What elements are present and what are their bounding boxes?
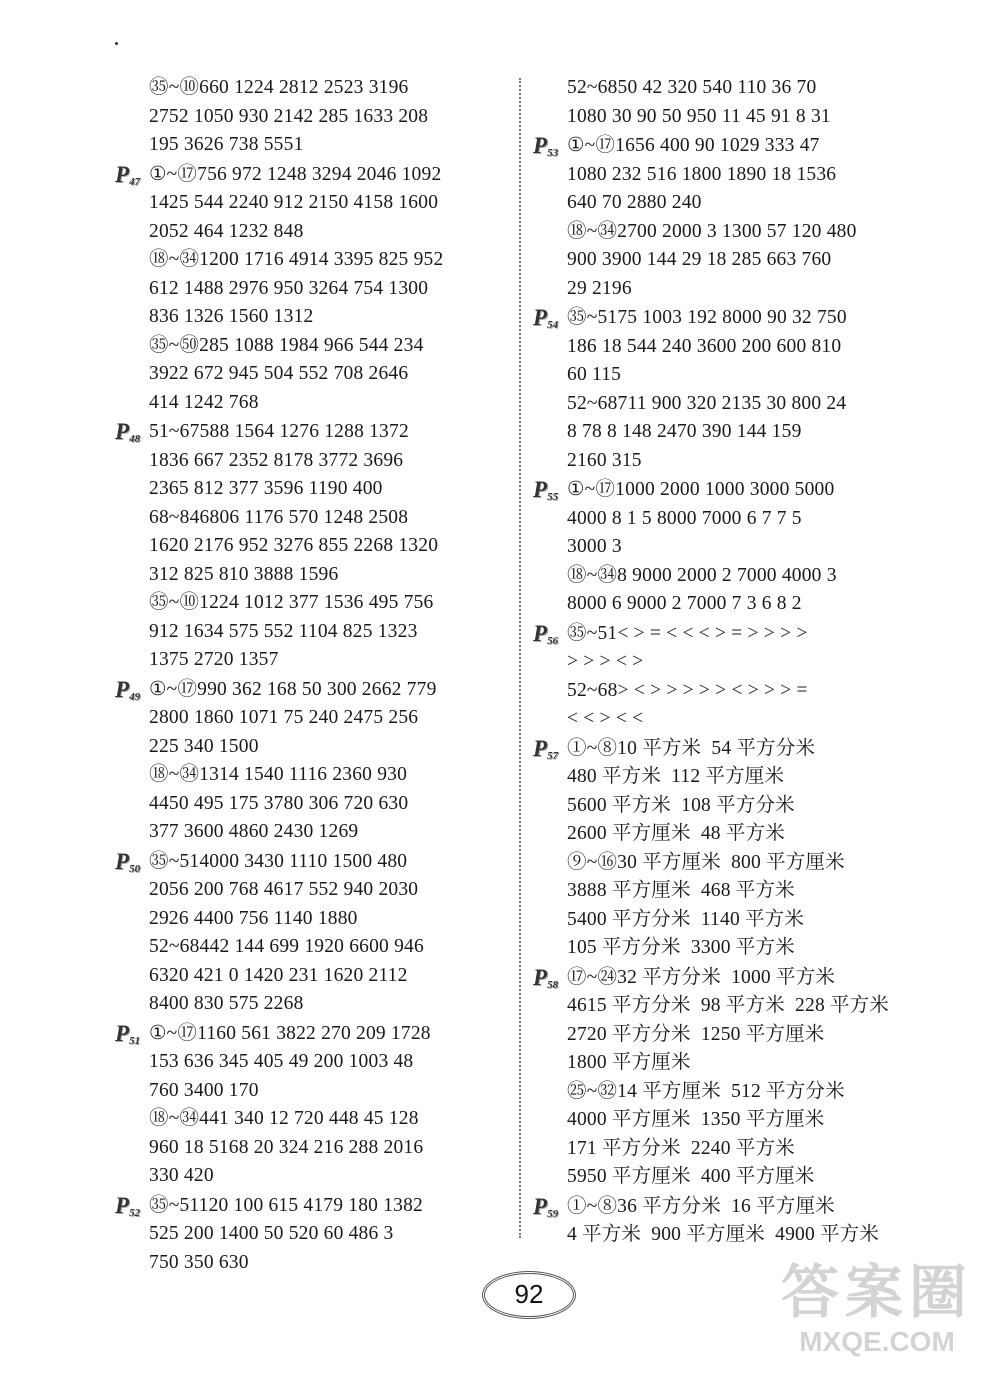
answer-line: ①~⑰756 972 1248 3294 2046 1092 [149,163,442,185]
answer-line: 52~68> < > > > > > < > > > = [567,679,808,701]
answer-section [115,848,510,1019]
answer-line: ㉟~5175 1003 192 8000 90 32 750 [567,307,847,328]
answer-line: ⑱~㉞1314 1540 1116 2360 930 [149,764,408,785]
answer-line: 760 3400 170 [149,1079,259,1101]
page-label: $P_{59}$ [533,1193,559,1220]
answer-line: ㉟~51120 100 615 4179 180 1382 [149,1194,424,1216]
answer-section [533,1193,933,1250]
answer-line: 2600 平方厘米 48 平方米 [567,823,785,844]
stray-dot [115,42,118,45]
answer-line: 414 1242 768 [149,391,259,413]
answer-line: 5600 平方米 108 平方分米 [567,794,795,816]
answer-lines [567,1193,933,1250]
page-label-number: 54 [547,319,559,331]
answer-lines [567,74,933,131]
answer-line: 2160 315 [567,449,642,471]
answer-line: 51~67588 1564 1276 1288 1372 [149,421,409,442]
page-label: $P_{58}$ [533,964,559,991]
answer-line: 153 636 345 405 49 200 1003 48 [149,1051,414,1072]
answer-line: 640 70 2880 240 [567,192,702,213]
answer-section [115,418,510,675]
answer-line: 330 420 [149,1165,214,1186]
answer-line: 52~68711 900 320 2135 30 800 24 [567,392,847,414]
answer-line: ⑱~㉞441 340 12 720 448 45 128 [149,1108,419,1129]
answer-line: 6320 421 0 1420 231 1620 2112 [149,964,408,986]
answer-line: 2752 1050 930 2142 285 1633 208 [149,105,429,127]
page-label: $P_{47}$ [115,161,141,188]
answer-section [533,132,933,303]
answer-line: ㉟~⑩660 1224 2812 2523 3196 [149,77,409,98]
page-label: $P_{57}$ [533,735,559,762]
answer-lines [149,74,510,160]
answer-line: 912 1634 575 552 1104 825 1323 [149,620,418,642]
answer-line: 68~846806 1176 570 1248 2508 [149,506,409,528]
page-label-number: 52 [129,1206,141,1219]
column-divider [519,78,521,1238]
page-label-number: 50 [129,862,141,875]
answer-line: 525 200 1400 50 520 60 486 3 [149,1223,394,1244]
answer-lines [149,848,510,1019]
answer-line: 29 2196 [567,277,632,299]
answer-lines [567,620,933,734]
answer-line: ①~⑰1000 2000 1000 3000 5000 [567,479,835,500]
answer-line: 4 平方米 900 平方厘米 4900 平方米 [567,1224,880,1245]
answer-lines [149,1020,510,1191]
page-label: $P_{52}$ [115,1192,141,1219]
answer-line: 105 平方分米 3300 平方米 [567,937,795,958]
answer-line: ㉟~⑩1224 1012 377 1536 495 756 [149,592,434,613]
answer-line: ①~⑧10 平方米 54 平方分米 [567,737,816,759]
answer-line: ㉕~㉜14 平方厘米 512 平方分米 [567,1080,845,1102]
answer-section [115,676,510,847]
answer-line: 1800 平方厘米 [567,1052,691,1073]
answer-line: 195 3626 738 5551 [149,134,304,155]
answer-line: 5950 平方厘米 400 平方厘米 [567,1166,815,1187]
answer-line: ⑨~⑯30 平方厘米 800 平方厘米 [567,851,845,873]
page-label-number: 51 [129,1034,141,1047]
answer-line: ㉟~514000 3430 1110 1500 480 [149,850,408,872]
answer-line: ⑰~㉔32 平方分米 1000 平方米 [567,966,836,988]
answer-section [115,161,510,418]
answer-line: > > > < > [567,651,644,672]
answer-line: 4615 平方分米 98 平方米 228 平方米 [567,995,890,1016]
answer-lines [567,304,933,475]
answer-line: 3888 平方厘米 468 平方米 [567,880,795,901]
answer-line: 1375 2720 1357 [149,649,279,670]
answer-line: ⑱~㉞8 9000 2000 2 7000 4000 3 [567,564,837,586]
answer-line: 750 350 630 [149,1251,249,1273]
answer-line: 612 1488 2976 950 3264 754 1300 [149,277,429,299]
answer-line: 8000 6 9000 2 7000 7 3 6 8 2 [567,593,802,614]
left-answer-column [115,74,510,1278]
answer-line: 1836 667 2352 8178 3772 3696 [149,449,404,471]
answer-line: 4000 8 1 5 8000 7000 6 7 7 5 [567,507,802,529]
answer-line: 900 3900 144 29 18 285 663 760 [567,249,832,270]
answer-line: 312 825 810 3888 1596 [149,563,339,585]
answer-line: 8 78 8 148 2470 390 144 159 [567,421,802,442]
answer-line: ①~⑰1160 561 3822 270 209 1728 [149,1022,431,1044]
answer-line: ①~⑧36 平方分米 16 平方厘米 [567,1195,835,1217]
answer-line: 1080 232 516 1800 1890 18 1536 [567,163,837,185]
answer-line: 225 340 1500 [149,735,259,757]
answer-line: 2056 200 768 4617 552 940 2030 [149,879,419,900]
answer-line: ㉟~51< > = < < < > = > > > > [567,622,808,644]
answer-lines [567,132,933,303]
answer-line: 186 18 544 240 3600 200 600 810 [567,335,842,357]
answer-line: 3922 672 945 504 552 708 2646 [149,363,409,384]
answer-line: 836 1326 1560 1312 [149,306,314,327]
answer-line: 52~68442 144 699 1920 6600 946 [149,936,424,957]
answer-line: 2365 812 377 3596 1190 400 [149,478,383,499]
page-label: $P_{50}$ [115,848,141,875]
answer-line: 52~6850 42 320 540 110 36 70 [567,77,817,98]
answer-line: 1425 544 2240 912 2150 4158 1600 [149,192,439,213]
answer-section [533,735,933,963]
answer-line: 2800 1860 1071 75 240 2475 256 [149,707,419,728]
watermark-url: MXQE.COM [799,1326,955,1357]
answer-line: 2720 平方分米 1250 平方厘米 [567,1023,825,1045]
answer-line: 1620 2176 952 3276 855 2268 1320 [149,535,439,556]
answer-section [533,620,933,734]
answer-line: 2052 464 1232 848 [149,220,304,242]
answer-lines [567,964,933,1192]
answer-line: 480 平方米 112 平方厘米 [567,766,785,787]
answer-line: 4000 平方厘米 1350 平方厘米 [567,1109,825,1130]
page-label: $P_{54}$ [533,305,559,331]
answer-line: ①~⑰990 362 168 50 300 2662 779 [149,678,437,700]
page-label: $P_{56}$ [533,620,559,647]
answer-line: ⑱~㉞2700 2000 3 1300 57 120 480 [567,220,857,242]
page-label-number: 59 [547,1207,559,1220]
page-label: $P_{55}$ [533,477,559,503]
page-label-number: 49 [129,690,141,703]
answer-lines [567,476,933,619]
watermark-logo: 答案圈 [780,1260,973,1325]
answer-line: 60 115 [567,364,622,385]
answer-line: 2926 4400 756 1140 1880 [149,907,358,929]
answer-line: 8400 830 575 2268 [149,993,304,1014]
answer-line: 5400 平方分米 1140 平方米 [567,908,805,930]
answer-line: ⑱~㉞1200 1716 4914 3395 825 952 [149,249,444,270]
answer-section [115,1020,510,1191]
answer-lines [149,161,510,418]
page-label: $P_{51}$ [115,1020,141,1047]
answer-line: ①~⑰1656 400 90 1029 333 47 [567,135,820,156]
page-label-number: 48 [129,433,141,445]
page-label-number: 58 [547,978,559,991]
answer-line: 377 3600 4860 2430 1269 [149,821,359,842]
page-label-number: 57 [547,749,559,762]
right-answer-column [533,74,933,1251]
answer-line: 1080 30 90 50 950 11 45 91 8 31 [567,105,831,127]
page-label-number: 55 [547,491,559,503]
answer-section [533,476,933,619]
page-label-number: 47 [129,175,141,188]
answer-lines [149,676,510,847]
answer-section [533,304,933,475]
answer-section [533,964,933,1192]
page-label: $P_{49}$ [115,676,141,703]
watermark [772,1260,982,1370]
answer-section [115,74,510,160]
answer-line: 171 平方分米 2240 平方米 [567,1137,795,1159]
answer-line: 3000 3 [567,536,622,557]
page-label-number: 53 [547,147,559,159]
answer-lines [149,1192,510,1278]
page-label: $P_{48}$ [115,419,141,445]
answer-line: ㉟~㊿285 1088 1984 966 544 234 [149,334,424,356]
answer-lines [149,418,510,675]
page-label-number: 56 [547,634,559,647]
answer-line: < < > < < [567,708,644,729]
answer-line: 4450 495 175 3780 306 720 630 [149,792,409,814]
answer-line: 960 18 5168 20 324 216 288 2016 [149,1136,424,1158]
answer-section [533,74,933,131]
page-label: $P_{53}$ [533,133,559,159]
answer-section [115,1192,510,1278]
page-number: 92 [482,1271,576,1319]
answer-lines [567,735,933,963]
